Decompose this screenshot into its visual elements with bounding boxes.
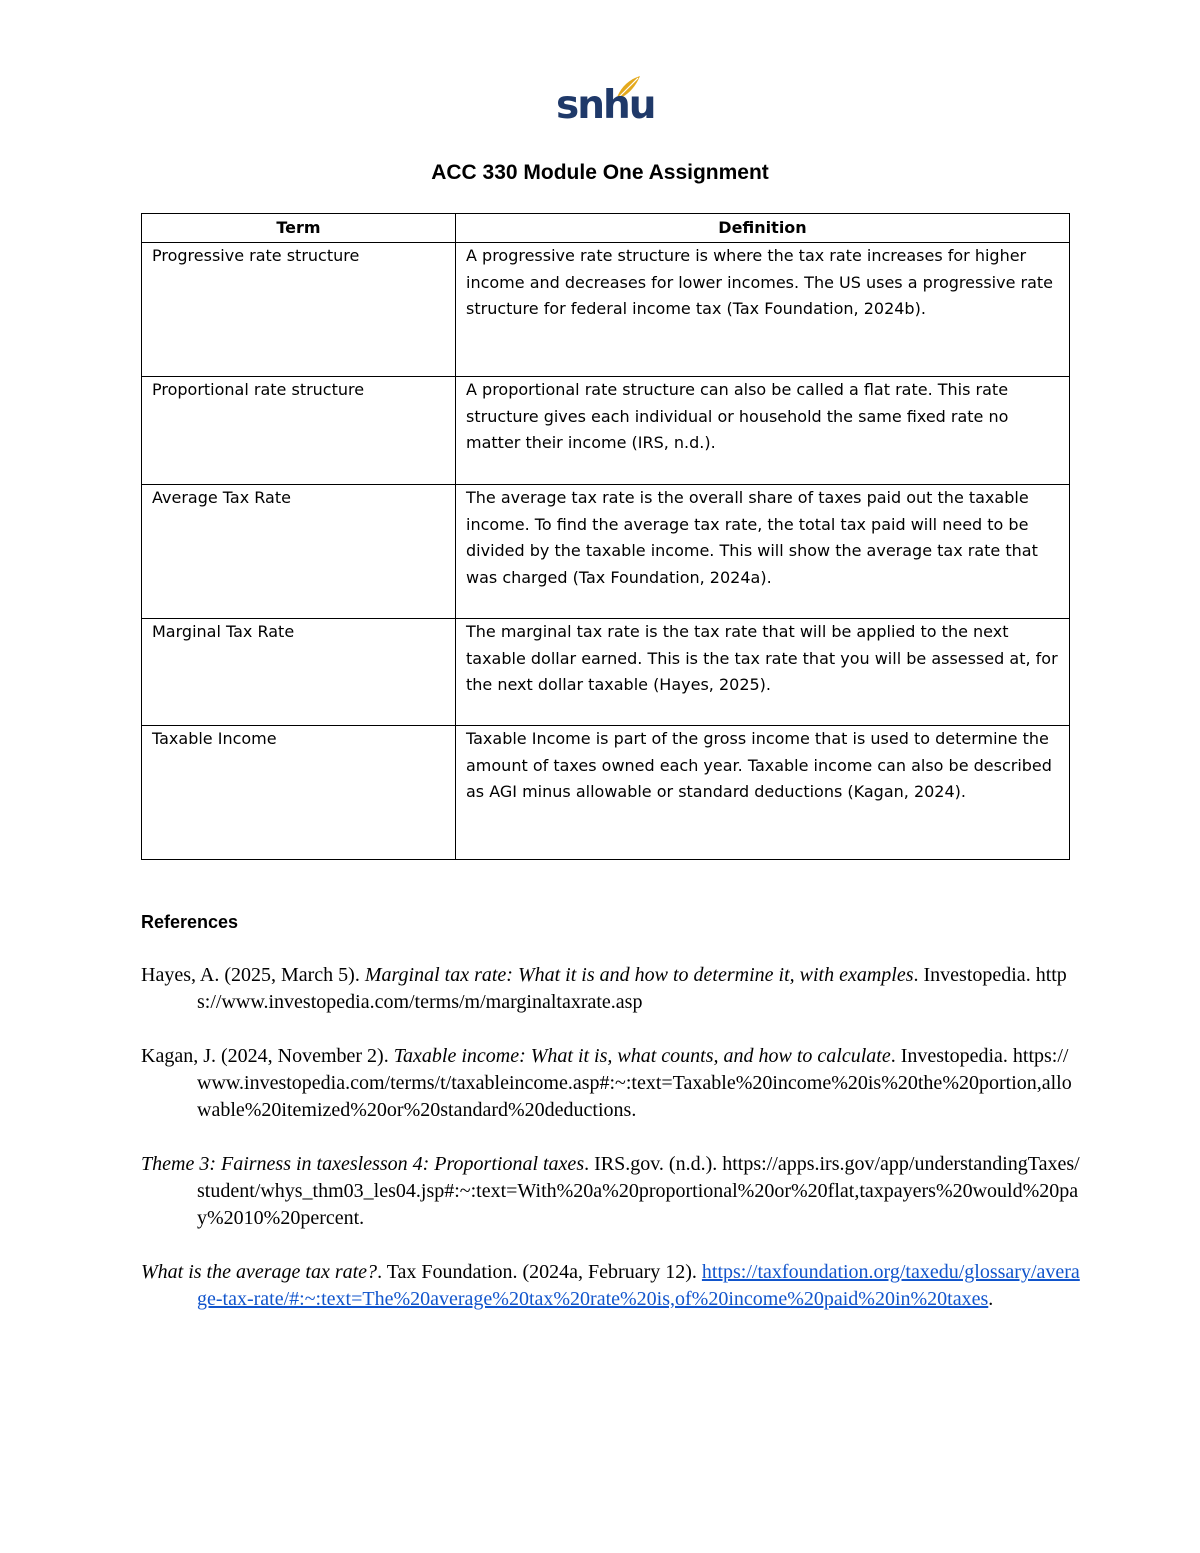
definition-cell: A progressive rate structure is where the tax rate increases for higher income and decreases for lower incomes. The US uses a progressive rate structure for federal income tax (Tax Foundation, 2024b). [456, 243, 1070, 377]
definition-cell: A proportional rate structure can also be called a flat rate. This rate structure gives each individual or household the same fixed rate no matter their income (IRS, n.d.). [456, 377, 1070, 485]
reference-author: Hayes, A. (2025, March 5). [141, 964, 365, 986]
logo-text: snhu [556, 83, 655, 128]
reference-author: Kagan, J. (2024, November 2). [141, 1045, 394, 1067]
table-row [142, 619, 1070, 726]
reference-item [141, 1151, 1081, 1232]
references-heading: References [141, 912, 239, 932]
term-cell: Proportional rate structure [142, 377, 456, 485]
reference-end: . [988, 1288, 994, 1310]
reference-link[interactable]: https://taxfoundation.org/taxedu/glossary/average-tax-rate/#:~:text=The%20average%20tax%20rate%20is,of%20income%20paid%20in%20taxes [197, 1261, 1080, 1310]
reference-source: . Investopedia. https://www.investopedia.com/terms/m/marginaltaxrate.asp [197, 964, 1067, 1013]
term-cell: Progressive rate structure [142, 243, 456, 377]
term-cell: Marginal Tax Rate [142, 619, 456, 726]
table-row [142, 485, 1070, 619]
header-term: Term [142, 214, 456, 243]
terms-table [141, 213, 1070, 860]
snhu-logo [552, 74, 655, 134]
references-list [141, 962, 1081, 1340]
definition-cell: The average tax rate is the overall share of taxes paid out the taxable income. To find the average tax rate, the total tax paid will need to be divided by the taxable income. This will show the average tax rate that was charged (Tax Foundation, 2024a). [456, 485, 1070, 619]
reference-item [141, 962, 1081, 1016]
reference-title: Theme 3: Fairness in taxeslesson 4: Proportional taxes [141, 1153, 585, 1175]
table-header-row [142, 214, 1070, 243]
reference-title: Taxable income: What it is, what counts, and how to calculate [393, 1045, 891, 1067]
header-definition: Definition [456, 214, 1070, 243]
term-cell: Average Tax Rate [142, 485, 456, 619]
reference-source: . IRS.gov. (n.d.). https://apps.irs.gov/app/understandingTaxes/student/whys_thm03_les04.jsp#:~:text=With%20a%20proportional%20or%20flat,taxpayers%20would%20pay%2010%20percent. [197, 1153, 1080, 1229]
table-row [142, 377, 1070, 485]
reference-item [141, 1259, 1081, 1313]
reference-source: . Tax Foundation. (2024a, February 12). [377, 1261, 702, 1283]
definition-cell: The marginal tax rate is the tax rate that will be applied to the next taxable dollar earned. This is the tax rate that you will be assessed at, for the next dollar taxable (Hayes, 2025). [456, 619, 1070, 726]
definition-cell: Taxable Income is part of the gross income that is used to determine the amount of taxes owned each year. Taxable income can also be described as AGI minus allowable or standard deductions (Kagan, 2024). [456, 726, 1070, 860]
reference-title: Marginal tax rate: What it is and how to determine it, with examples [364, 964, 914, 986]
table-row [142, 726, 1070, 860]
reference-source: . Investopedia. https://www.investopedia.com/terms/t/taxableincome.asp#:~:text=Taxable%20income%20is%20the%20portion,allowable%20itemized%20or%20standard%20deductions. [197, 1045, 1072, 1121]
reference-title: What is the average tax rate? [141, 1261, 378, 1283]
document-title: ACC 330 Module One Assignment [431, 161, 769, 184]
term-cell: Taxable Income [142, 726, 456, 860]
reference-item [141, 1043, 1081, 1124]
table-row [142, 243, 1070, 377]
